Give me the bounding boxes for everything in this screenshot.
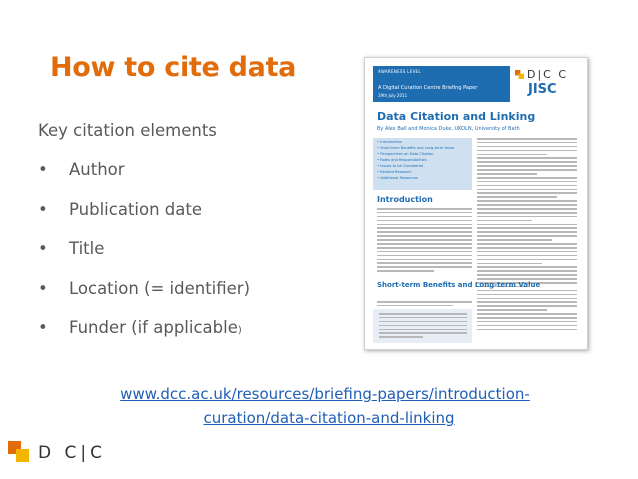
doc-logo (515, 68, 583, 102)
bullet-text: Title (69, 239, 105, 258)
doc-logo-dcc: D|C C (527, 68, 569, 81)
toc-item: • Additional Resources (377, 176, 418, 180)
bullet-text: Location (= identifier) (69, 278, 251, 298)
doc-contents-box (373, 138, 472, 190)
doc-intro-heading: Introduction (377, 195, 433, 204)
bullet-text: Publication date (69, 199, 202, 219)
toc-item: • Perspectives on Data Citation (377, 152, 434, 156)
doc-date-label: 19th July 2011 (378, 93, 408, 98)
bullet-tail: ) (237, 325, 242, 336)
doc-intro-text (377, 208, 472, 274)
list-item (38, 239, 250, 279)
doc-benefits-text (377, 301, 472, 309)
citation-elements-list (38, 160, 250, 358)
bullet-glyph: • (38, 199, 48, 219)
bullet-text: Author (69, 160, 125, 179)
bullet-glyph: • (38, 278, 48, 298)
dcc-logo-icon (8, 441, 30, 463)
dcc-logo-icon (515, 70, 524, 79)
briefing-paper-link-continued[interactable]: curation/data-citation-and-linking (203, 409, 455, 427)
toc-item: • Issues to be Considered (377, 164, 424, 168)
slide-title: How to cite data (50, 52, 297, 83)
briefing-paper-thumbnail (364, 57, 588, 350)
key-elements-heading: Key citation elements (38, 121, 217, 140)
list-item (38, 279, 250, 319)
doc-level-label: AWARENESS LEVEL (378, 69, 421, 74)
list-item (38, 160, 250, 200)
briefing-paper-link[interactable]: www.dcc.ac.uk/resources/briefing-papers/introduction- (120, 385, 530, 403)
toc-item: • Roles and Responsibilities (377, 158, 427, 162)
doc-logo-jisc: JISC (528, 82, 557, 97)
doc-title: Data Citation and Linking (377, 110, 536, 123)
list-item (38, 318, 250, 358)
doc-highlight-box (373, 309, 472, 343)
toc-item: • Introduction (377, 140, 403, 144)
doc-authors: By Alex Ball and Monica Duke, UKOLN, University of Bath (377, 126, 520, 132)
bullet-glyph: • (38, 239, 48, 258)
footer-logo-text: D C|C (38, 443, 106, 463)
bullet-glyph: • (38, 160, 48, 179)
toc-item: • Related Research (377, 170, 412, 174)
list-item (38, 200, 250, 240)
toc-item: • Short-term Benefits and Long-term Value (377, 146, 455, 150)
dcc-footer-logo (8, 441, 108, 471)
doc-right-column-text (477, 138, 577, 333)
bullet-glyph: • (38, 318, 48, 337)
doc-benefits-heading: Short-term Benefits and Long-term Value (377, 281, 541, 289)
doc-header-band (373, 66, 510, 102)
bullet-text: Funder (if applicable (69, 318, 238, 337)
doc-series-label: A Digital Curation Centre Briefing Paper (378, 85, 478, 91)
